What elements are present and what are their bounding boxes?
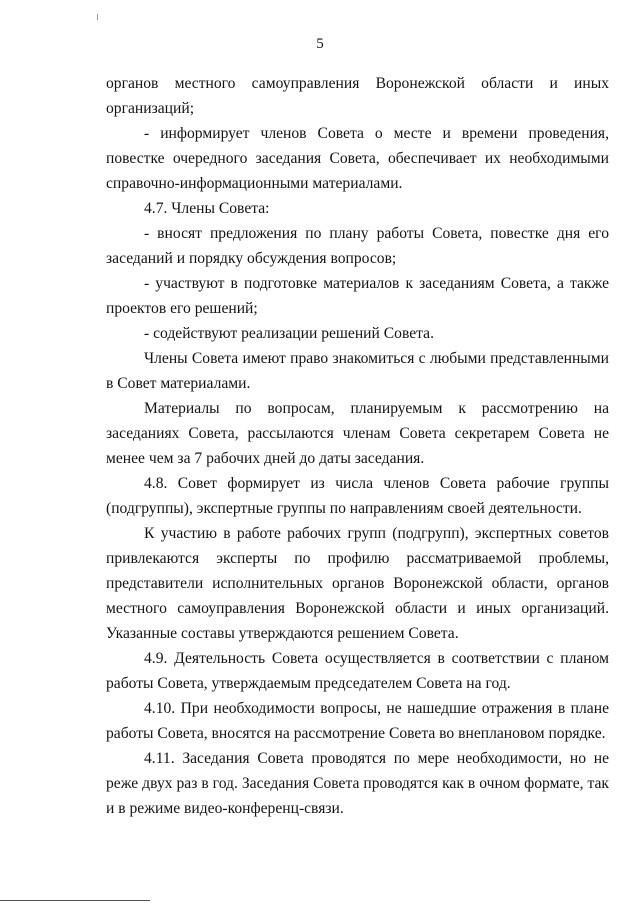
- list-item-participate: - участвуют в подготовке материалов к заседаниям Совета, а также проектов его решений;: [106, 275, 609, 317]
- section-4-9: 4.9. Деятельность Совета осуществляется в соответствии с планом работы Совета, утверждаемым председателем Совета на год.: [106, 650, 609, 692]
- section-4-8: 4.8. Совет формирует из числа членов Совета рабочие группы (подгруппы), экспертные группы по направлениям своей деятельности.: [106, 475, 609, 517]
- scan-mark: [97, 14, 98, 20]
- footer-rule: [0, 900, 150, 901]
- section-heading-4-7: 4.7. Члены Совета:: [144, 200, 270, 217]
- paragraph-materials: Материалы по вопросам, планируемым к рассмотрению на заседаниях Совета, рассылаются членам Совета секретарем Совета не менее чем за 7 рабочих дней до даты заседания.: [106, 400, 609, 467]
- paragraph-experts: К участию в работе рабочих групп (подгрупп), экспертных советов привлекаются эксперты по профилю рассматриваемой проблемы, представители исполнительных органов Воронежской области, органов местного самоуправления Воронежской области и иных организаций. Указанные составы утверждаются решением Совета.: [106, 525, 609, 642]
- list-item-informs: - информирует членов Совета о месте и времени проведения, повестке очередного заседания Совета, обеспечивает их необходимыми справочно-информационными материалами.: [106, 125, 609, 192]
- paragraph-rights: Члены Совета имеют право знакомиться с любыми представленными в Совет материалами.: [106, 350, 609, 392]
- section-4-11: 4.11. Заседания Совета проводятся по мере необходимости, но не реже двух раз в год. Заседания Совета проводятся как в очном формате, так и в режиме видео-конференц-связи.: [106, 750, 609, 817]
- section-4-10: 4.10. При необходимости вопросы, не нашедшие отражения в плане работы Совета, вносятся на рассмотрение Совета во внеплановом порядке.: [106, 700, 609, 742]
- list-item-proposals: - вносят предложения по плану работы Совета, повестке дня его заседаний и порядку обсуждения вопросов;: [106, 225, 609, 267]
- paragraph-continuation: органов местного самоуправления Воронежской области и иных организаций;: [106, 75, 609, 117]
- document-body: [106, 71, 609, 821]
- list-item-assist: - содействуют реализации решений Совета.: [144, 325, 434, 342]
- page-number: 5: [316, 36, 324, 52]
